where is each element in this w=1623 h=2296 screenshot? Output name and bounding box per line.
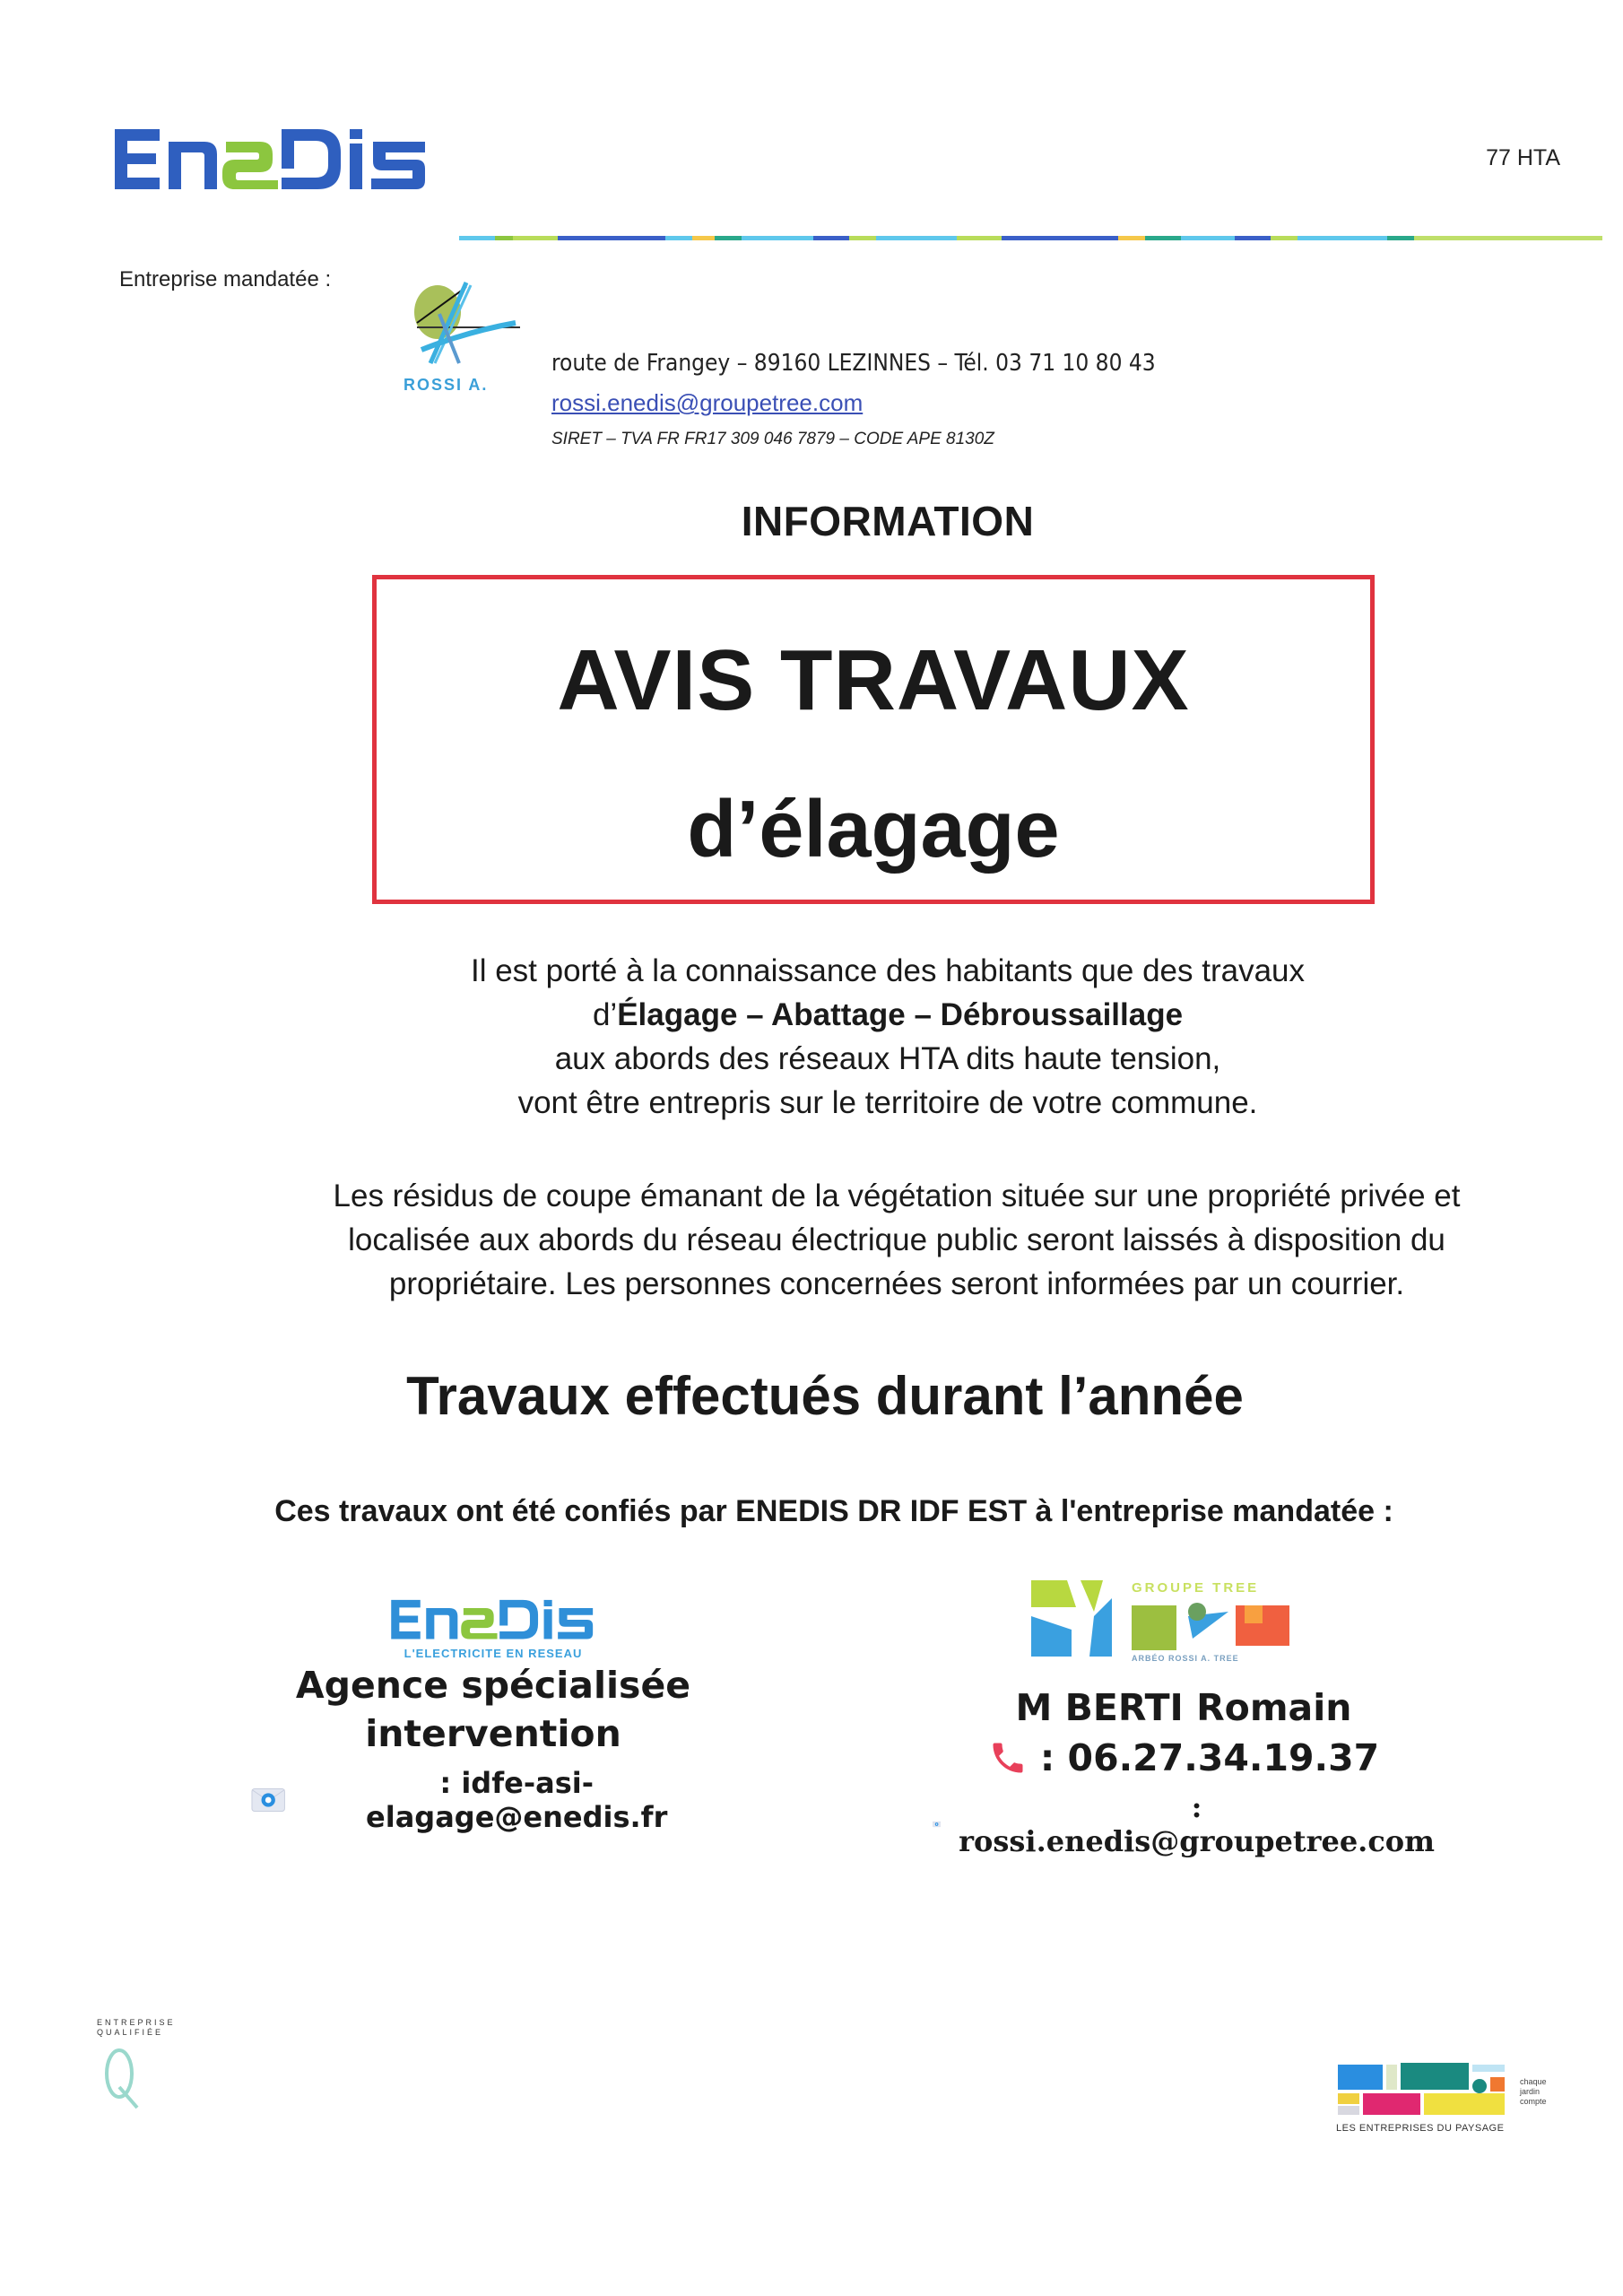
contact-name: M BERTI Romain <box>1015 1686 1352 1729</box>
enedis-tagline: L'ELECTRICITE EN RESEAU <box>404 1647 583 1660</box>
works-prefix: d’ <box>592 997 618 1032</box>
phone-icon <box>988 1738 1028 1778</box>
phone-row <box>933 1736 1435 1779</box>
residues-line: Les résidus de coupe émanant de la végétation située sur une propriété privée et <box>333 1178 1461 1213</box>
contractor-address: route de Frangey – 89160 LEZINNES – Tél. 03 71 10 80 43 <box>551 350 1156 377</box>
document-reference: 77 HTA <box>1486 145 1560 170</box>
rossi-logo-text: ROSSI A. <box>404 376 489 394</box>
contractor-email-link[interactable]: rossi.enedis@groupetree.com <box>551 389 864 416</box>
qualified-logo-text: ENTREPRISE QUALIFIÉE <box>97 2018 176 2037</box>
paysage-blocks-icon <box>1336 2061 1515 2117</box>
contractor-legal-info: SIRET – TVA FR FR17 309 046 7879 – CODE APE 8130Z <box>551 430 994 448</box>
entreprises-du-paysage-logo <box>1336 2061 1560 2142</box>
contact-phone[interactable]: : 06.27.34.19.37 <box>1039 1736 1380 1779</box>
announcement-line: Il est porté à la connaissance des habitants que des travaux <box>470 953 1306 988</box>
groupe-tree-logo <box>1031 1580 1309 1670</box>
enedis-email[interactable]: : idfe-asi-elagage@enedis.fr <box>366 1766 668 1834</box>
information-heading: INFORMATION <box>741 498 1035 544</box>
residues-line: propriétaire. Les personnes concernées seront informées par un courrier. <box>388 1266 1405 1301</box>
residues-line: localisée aux abords du réseau électrique public seront laissés à disposition du <box>348 1222 1445 1257</box>
agency-name-2: intervention <box>365 1712 621 1755</box>
enedis-contact-block <box>251 1596 735 1834</box>
notice-box <box>372 575 1375 904</box>
enedis-small-logo <box>390 1596 596 1643</box>
groupe-tree-email-row <box>933 1790 1435 1858</box>
mandated-company-label: Entreprise mandatée : <box>119 267 332 291</box>
mail-icon <box>933 1809 941 1839</box>
groupe-tree-logo-subtext: ARBÉO ROSSI A. TREE <box>1132 1654 1239 1663</box>
qualified-company-logo <box>97 2018 195 2135</box>
announcement-paragraph <box>341 949 1435 1125</box>
entrusted-statement: Ces travaux ont été confiés par ENEDIS DR IDF EST à l'entreprise mandatée : <box>274 1494 1393 1528</box>
groupe-tree-email[interactable]: : rossi.enedis@groupetree.com <box>959 1790 1435 1858</box>
enedis-email-row <box>251 1766 735 1834</box>
mail-icon <box>251 1787 285 1813</box>
year-heading: Travaux effectués durant l’année <box>406 1366 1244 1426</box>
enedis-logo <box>115 124 429 196</box>
agency-name: Agence spécialisée <box>295 1664 691 1707</box>
rossi-logo <box>404 278 538 395</box>
rossi-emblem-icon <box>404 278 538 368</box>
header-color-rule <box>459 236 1602 240</box>
notice-subtitle: d’élagage <box>687 785 1060 874</box>
residues-paragraph <box>197 1174 1596 1306</box>
paysage-logo-text: LES ENTREPRISES DU PAYSAGE <box>1336 2123 1505 2134</box>
groupe-tree-contact-block <box>933 1580 1435 1858</box>
notice-title: AVIS TRAVAUX <box>557 632 1190 728</box>
groupe-tree-logo-text: GROUPE TREE <box>1132 1580 1260 1596</box>
announcement-line: aux abords des réseaux HTA dits haute tension, <box>554 1041 1221 1076</box>
announcement-line: vont être entrepris sur le territoire de votre commune. <box>517 1085 1258 1120</box>
works-types: Élagage – Abattage – Débroussaillage <box>617 997 1184 1032</box>
paysage-slogan: chaque jardin compte <box>1520 2077 1547 2106</box>
announcement-line <box>341 993 1435 1037</box>
q-emblem-icon <box>97 2038 151 2118</box>
